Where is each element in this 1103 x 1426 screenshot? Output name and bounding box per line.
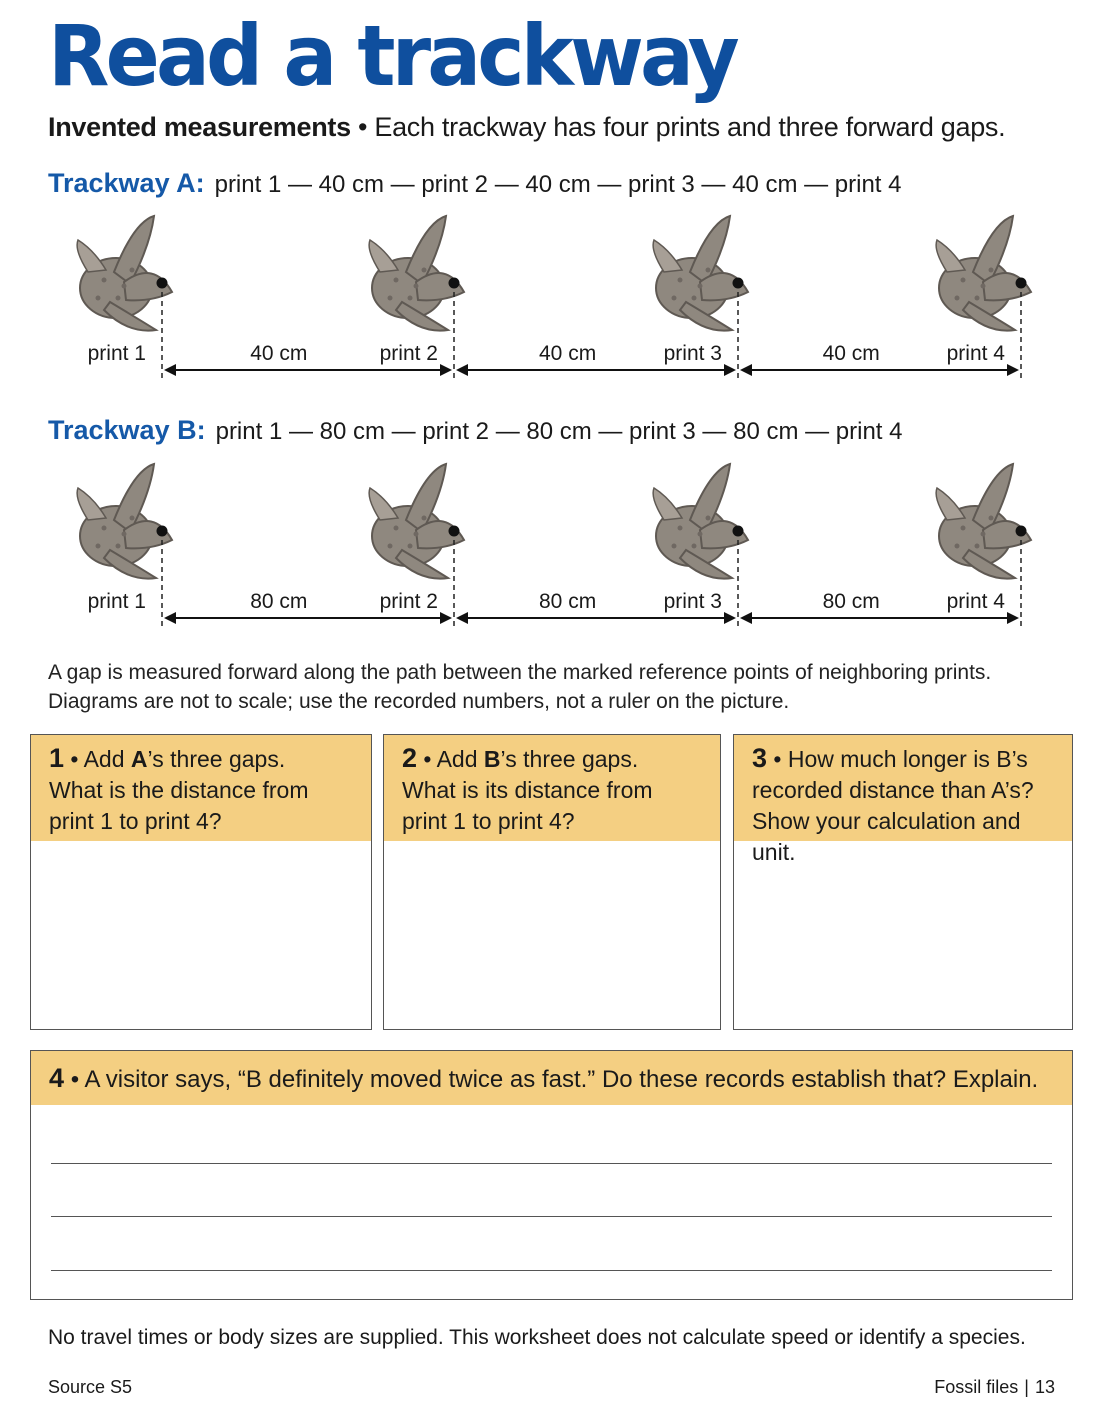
- trackway-b-summary: print 1 — 80 cm — print 2 — 80 cm — print 3 — 80 cm — print 4: [215, 418, 903, 445]
- answer-line-2[interactable]: [51, 1216, 1052, 1217]
- page-title: Read a trackway: [48, 7, 736, 105]
- question-2-text-b: ’s three gaps.: [500, 746, 639, 772]
- question-2-text-bold: B: [483, 746, 501, 772]
- page-footer: [934, 1377, 1055, 1398]
- trackway-a-footprint-1: [77, 216, 172, 331]
- trackway-b-svg: [0, 458, 1103, 658]
- trackway-b-arrowhead-right-3: [1007, 612, 1019, 624]
- trackway-b-ref-point-2: [449, 526, 460, 537]
- trackway-a-gap-label-3: 40 cm: [822, 342, 880, 365]
- trackway-a-print-label-3: print 3: [663, 342, 722, 365]
- question-1-line-3: print 1 to print 4?: [49, 808, 222, 834]
- subtitle: [48, 112, 1005, 143]
- trackway-b-print-label-1: print 1: [87, 590, 146, 613]
- question-4-number: 4: [49, 1063, 65, 1093]
- trackway-b-label: Trackway B:: [48, 415, 206, 445]
- trackway-a-gap-label-2: 40 cm: [539, 342, 597, 365]
- trackway-a-arrowhead-right-1: [440, 364, 452, 376]
- trackway-b-footprint-2: [369, 464, 464, 579]
- question-1-text-b: ’s three gaps.: [147, 746, 286, 772]
- question-3-line-2: recorded distance than A’s?: [752, 777, 1034, 803]
- trackway-a-footprint-2: [369, 216, 464, 331]
- question-3-prompt: [734, 735, 1072, 865]
- trackway-b-ref-point-4: [1016, 526, 1027, 537]
- trackway-b-arrowhead-left-3: [740, 612, 752, 624]
- trackway-b-ref-point-1: [157, 526, 168, 537]
- question-1-box: [30, 734, 372, 1030]
- question-4-prompt: [31, 1051, 1072, 1105]
- question-2-line-3: print 1 to print 4?: [402, 808, 575, 834]
- trackway-a-ref-point-4: [1016, 278, 1027, 289]
- question-1-answer-area[interactable]: [31, 841, 371, 1029]
- trackway-b-gap-label-1: 80 cm: [250, 590, 308, 613]
- question-1-number: 1: [49, 743, 65, 773]
- question-3-text-a: • How much longer is B’s: [773, 746, 1028, 772]
- trackway-b-arrowhead-right-1: [440, 612, 452, 624]
- trackway-a-arrowhead-right-3: [1007, 364, 1019, 376]
- question-3-answer-area[interactable]: [734, 841, 1072, 1029]
- question-1-prompt: [31, 735, 371, 841]
- trackway-a-diagram: [0, 210, 1103, 410]
- trackway-a-summary: print 1 — 40 cm — print 2 — 40 cm — print 3 — 40 cm — print 4: [214, 171, 902, 198]
- trackway-a-print-label-1: print 1: [87, 342, 146, 365]
- trackway-b-arrowhead-left-2: [456, 612, 468, 624]
- trackway-a-print-label-4: print 4: [946, 342, 1005, 365]
- trackway-a-heading: [48, 168, 902, 199]
- trackway-b-gap-label-3: 80 cm: [822, 590, 880, 613]
- trackway-b-arrowhead-right-2: [724, 612, 736, 624]
- trackway-a-ref-point-3: [733, 278, 744, 289]
- question-1-text-a: • Add: [70, 746, 131, 772]
- footer-separator: |: [1024, 1377, 1029, 1397]
- subtitle-rest: • Each trackway has four prints and three forward gaps.: [358, 112, 1006, 142]
- trackway-a-footprint-4: [936, 216, 1031, 331]
- question-3-line-3: Show your calculation and unit.: [752, 808, 1021, 865]
- trackway-b-print-label-2: print 2: [379, 590, 438, 613]
- source-label: Source S5: [48, 1377, 133, 1397]
- question-2-line-2: What is its distance from: [402, 777, 653, 803]
- question-2-number: 2: [402, 743, 418, 773]
- question-4-text: • A visitor says, “B definitely moved twice as fast.” Do these records establish that? Explain.: [70, 1066, 1039, 1093]
- subtitle-bold: Invented measurements: [48, 112, 351, 142]
- question-3-number: 3: [752, 743, 768, 773]
- question-2-prompt: [384, 735, 720, 841]
- trackway-a-svg: [0, 210, 1103, 410]
- note-line-2: Diagrams are not to scale; use the recorded numbers, not a ruler on the picture.: [48, 690, 790, 713]
- trackway-a-print-label-2: print 2: [379, 342, 438, 365]
- section-name: Fossil files: [934, 1377, 1019, 1397]
- trackway-b-heading: [48, 415, 903, 446]
- trackway-b-footprint-1: [77, 464, 172, 579]
- trackway-b-footprint-4: [936, 464, 1031, 579]
- trackway-a-arrowhead-left-1: [164, 364, 176, 376]
- page-number: 13: [1034, 1377, 1055, 1397]
- question-4-box: [30, 1050, 1073, 1300]
- trackway-a-footprint-3: [653, 216, 748, 331]
- trackway-a-ref-point-2: [449, 278, 460, 289]
- trackway-a-arrowhead-right-2: [724, 364, 736, 376]
- trackway-b-footprint-3: [653, 464, 748, 579]
- answer-line-3[interactable]: [51, 1270, 1052, 1271]
- trackway-a-arrowhead-left-2: [456, 364, 468, 376]
- trackway-b-diagram: [0, 458, 1103, 658]
- trackway-b-gap-label-2: 80 cm: [539, 590, 597, 613]
- question-2-text-a: • Add: [423, 746, 484, 772]
- trackway-b-print-label-4: print 4: [946, 590, 1005, 613]
- measurement-note: [48, 658, 991, 716]
- footer-note: No travel times or body sizes are supplied. This worksheet does not calculate speed or identify a species.: [48, 1326, 1026, 1349]
- trackway-b-ref-point-3: [733, 526, 744, 537]
- answer-line-1[interactable]: [51, 1163, 1052, 1164]
- trackway-a-gap-label-1: 40 cm: [250, 342, 308, 365]
- question-3-box: [733, 734, 1073, 1030]
- trackway-a-ref-point-1: [157, 278, 168, 289]
- question-1-text-bold: A: [130, 746, 148, 772]
- trackway-a-label: Trackway A:: [48, 168, 205, 198]
- question-2-box: [383, 734, 721, 1030]
- question-2-answer-area[interactable]: [384, 841, 720, 1029]
- question-1-line-2: What is the distance from: [49, 777, 309, 803]
- note-line-1: A gap is measured forward along the path between the marked reference points of neighboring prints.: [48, 661, 992, 684]
- trackway-b-arrowhead-left-1: [164, 612, 176, 624]
- trackway-b-print-label-3: print 3: [663, 590, 722, 613]
- trackway-a-arrowhead-left-3: [740, 364, 752, 376]
